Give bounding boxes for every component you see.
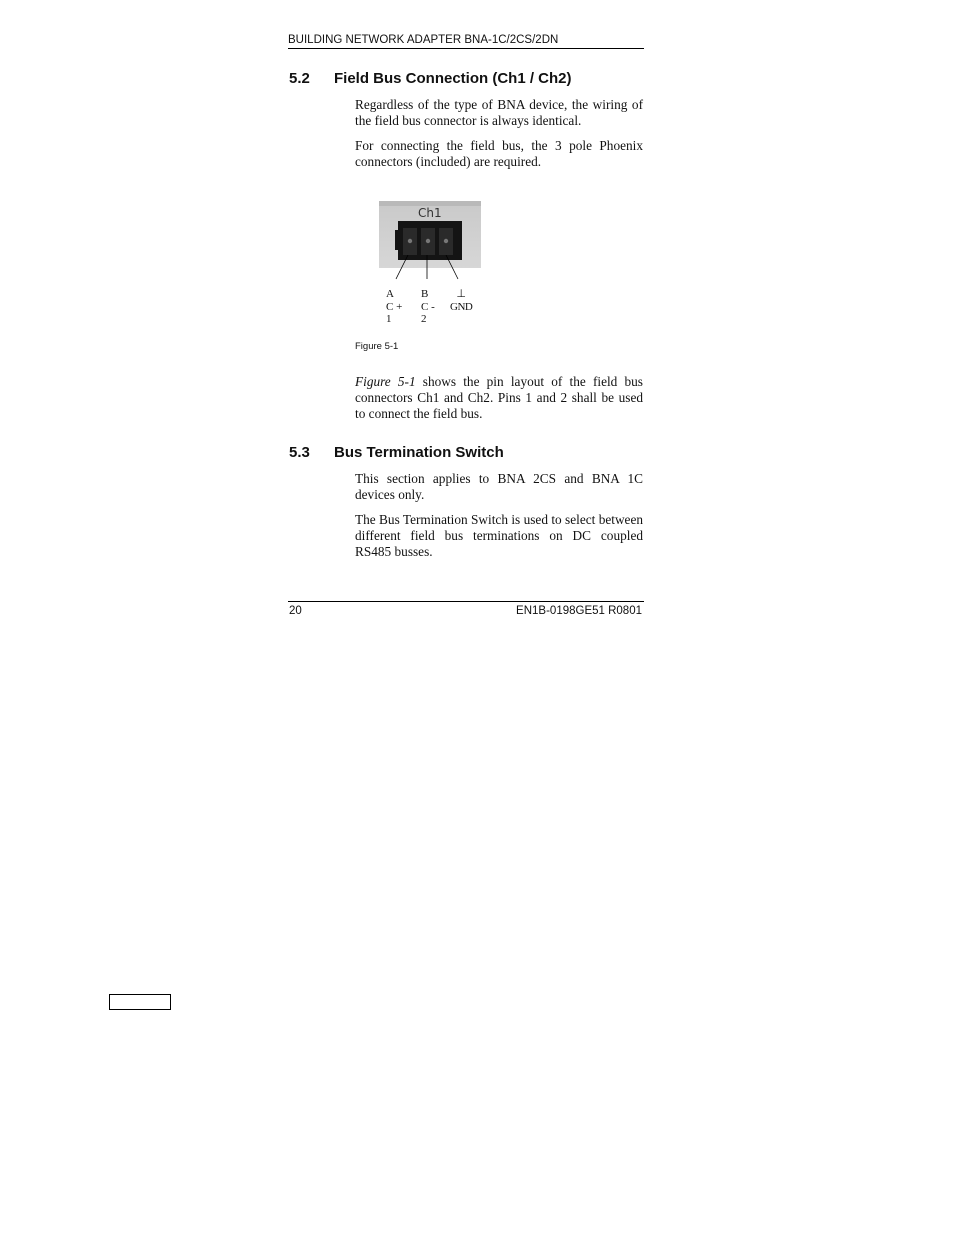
pin-3-label: [450, 288, 472, 313]
page-number: 20: [289, 605, 302, 617]
section-5-3-heading: [289, 444, 504, 461]
channel-label: Ch1: [418, 206, 442, 220]
running-footer: [288, 601, 644, 617]
pin-number: 2: [421, 313, 427, 325]
pin-letter: B: [421, 288, 429, 300]
pin-signal: C -: [421, 300, 435, 313]
pin-1-label: [386, 288, 402, 326]
section-title: Field Bus Connection (Ch1 / Ch2): [334, 70, 572, 87]
figure-reference: Figure 5-1: [355, 374, 416, 389]
section-number: 5.2: [289, 70, 310, 87]
paragraph: Regardless of the type of BNA device, the wiring of the field bus connector is always identical.: [355, 97, 643, 128]
ground-symbol: ⊥: [456, 288, 466, 300]
document-code: EN1B-0198GE51 R0801: [516, 605, 642, 617]
section-title: Bus Termination Switch: [334, 444, 504, 461]
running-header: [288, 34, 644, 49]
paragraph: This section applies to BNA 2CS and BNA 1C devices only.: [355, 471, 643, 502]
pin-signal: C +: [386, 300, 403, 313]
pin-leader-lines: [379, 255, 481, 285]
pin-letter: A: [386, 288, 394, 300]
paragraph: [355, 374, 643, 422]
header-title: BUILDING NETWORK ADAPTER BNA-1C/2CS/2DN: [288, 34, 559, 46]
paragraph: The Bus Termination Switch is used to select between different field bus terminations on DC coupled RS485 busses.: [355, 512, 643, 559]
pin-number: 1: [386, 313, 392, 325]
section-5-2-heading: [289, 70, 572, 87]
paragraph: For connecting the field bus, the 3 pole Phoenix connectors (included) are required.: [355, 138, 643, 169]
pin-signal: GND: [450, 300, 473, 313]
margin-box: [109, 994, 171, 1010]
section-number: 5.3: [289, 444, 310, 461]
figure-description: shows the pin layout of the field bus connectors Ch1 and Ch2. Pins 1 and 2 shall be used to connect the field bus.: [355, 374, 643, 421]
figure-caption: Figure 5-1: [355, 341, 399, 352]
pin-2-label: [421, 288, 435, 326]
